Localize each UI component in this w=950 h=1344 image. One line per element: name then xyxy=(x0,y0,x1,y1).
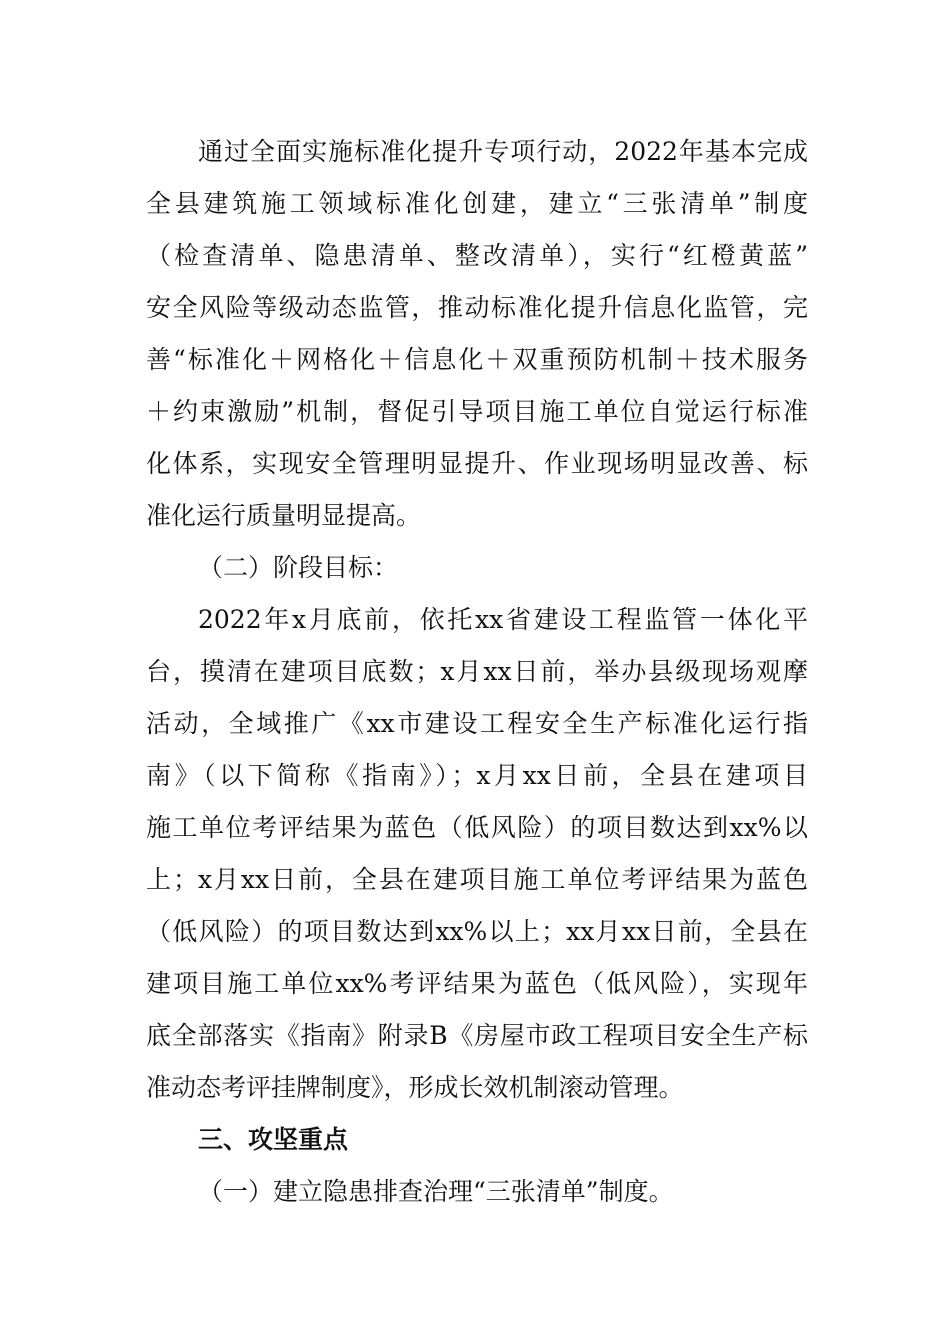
paragraph-2-line-1: 2022年x月底前，依托xx省建设工程监管一体化平 xyxy=(198,605,808,634)
paragraph-1-line-8: 准化运行质量明显提高。 xyxy=(146,501,422,530)
paragraph-2-line-2: 台，摸清在建项目底数；x月xx日前，举办县级现场观摩 xyxy=(146,657,808,686)
paragraph-1-line-5: 善“标准化＋网格化＋信息化＋双重预防机制＋技术服务 xyxy=(146,345,808,374)
section-heading-key-tasks: 三、攻坚重点 xyxy=(198,1125,349,1154)
paragraph-1-line-2: 全县建筑施工领域标准化创建，建立“三张清单”制度 xyxy=(146,189,808,218)
paragraph-1-line-7: 化体系，实现安全管理明显提升、作业现场明显改善、标 xyxy=(146,449,808,478)
paragraph-2-line-8: 建项目施工单位xx%考评结果为蓝色（低风险），实现年 xyxy=(146,969,808,998)
subheading-three-lists-system: （一）建立隐患排查治理“三张清单”制度。 xyxy=(198,1177,674,1206)
paragraph-1-line-1: 通过全面实施标准化提升专项行动，2022年基本完成 xyxy=(198,137,808,166)
paragraph-1-line-3: （检查清单、隐患清单、整改清单），实行“红橙黄蓝” xyxy=(146,241,808,270)
paragraph-2-line-7: （低风险）的项目数达到xx%以上；xx月xx日前，全县在 xyxy=(146,917,808,946)
paragraph-2-line-3: 活动，全域推广《xx市建设工程安全生产标准化运行指 xyxy=(146,709,808,738)
paragraph-2-line-5: 施工单位考评结果为蓝色（低风险）的项目数达到xx%以 xyxy=(146,813,808,842)
paragraph-2-line-4: 南》（以下简称《指南》）；x月xx日前，全县在建项目 xyxy=(146,761,808,790)
paragraph-1-line-4: 安全风险等级动态监管，推动标准化提升信息化监管，完 xyxy=(146,293,808,322)
paragraph-2-line-10: 准动态考评挂牌制度》，形成长效机制滚动管理。 xyxy=(146,1073,684,1102)
subheading-stage-goals: （二）阶段目标： xyxy=(198,553,399,582)
paragraph-1-line-6: ＋约束激励”机制，督促引导项目施工单位自觉运行标准 xyxy=(146,397,808,426)
paragraph-2-line-9: 底全部落实《指南》附录B《房屋市政工程项目安全生产标 xyxy=(146,1021,808,1050)
paragraph-2-line-6: 上；x月xx日前，全县在建项目施工单位考评结果为蓝色 xyxy=(146,865,808,894)
